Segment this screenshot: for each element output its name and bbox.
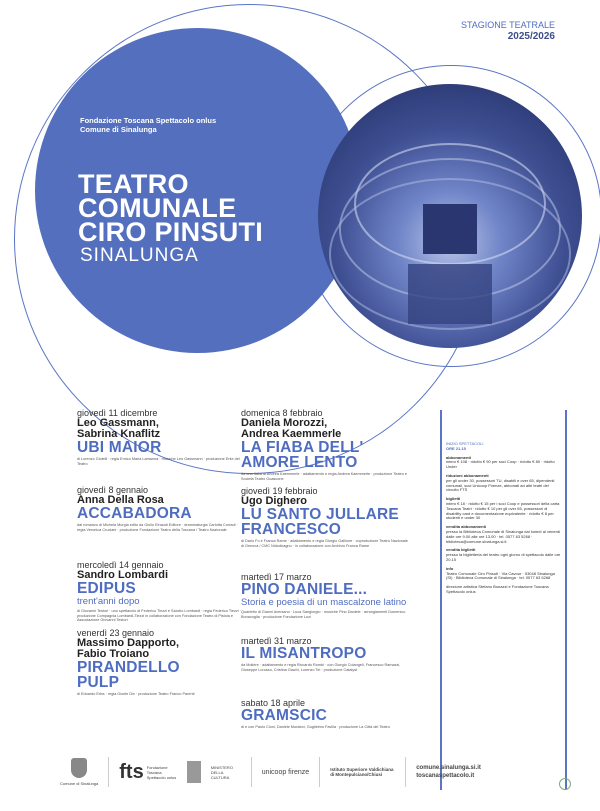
event-listing — [77, 560, 247, 623]
title-line: COMUNALE — [78, 193, 237, 223]
event-date: martedì 17 marzo — [241, 572, 312, 582]
event-performer: Fabio Troiano — [77, 648, 150, 660]
info-text: presso la Biblioteca Comunale di Sinalunga dal lunedì al venerdì dalle ore 9.00 alle ore 13.00 · tel. 0577 63 5268 · biblioteca@comune.sinalunga.si.it — [446, 528, 561, 544]
season-label — [461, 20, 555, 42]
event-listing — [241, 698, 411, 730]
event-credits: da una fiaba di Andrea Kaemmerle · adattamento e regia Andrea Kaemmerle · produzione Teatro e Società Teatro Guascone — [241, 472, 408, 481]
info-text: per gli under 30, possessori TU, disabili e over 65, dipendenti comunali, soci Unicoop Firenze, abbonati ad altri teatri del circuito FTS — [446, 477, 555, 493]
title-line: TEATRO — [78, 169, 189, 199]
event-date: giovedì 8 gennaio — [77, 485, 149, 495]
start-label: INIZIO SPETTACOLI — [446, 441, 484, 446]
event-listing — [77, 408, 247, 466]
event-listing — [241, 636, 411, 672]
school-logo: Istituto Superiore Valdichiana di Montepulciano/Chiusi — [330, 767, 394, 777]
event-listing — [241, 408, 411, 481]
unicoop-logo: unicoop firenze — [261, 768, 310, 776]
event-credits: di Lorenzo Gioielli · regia Enrico Maria Lamanna · musiche Leo Gassmann · produzione Ente del Teatro — [77, 457, 240, 466]
info-section — [446, 548, 561, 562]
city-name: SINALUNGA — [80, 245, 199, 266]
divider-line — [440, 410, 442, 790]
municipality-logo — [60, 758, 98, 786]
event-title: UBI MAIOR — [77, 439, 162, 456]
event-listing — [241, 572, 411, 619]
event-date: mercoledì 14 gennaio — [77, 560, 164, 570]
event-credits: Quartetto di Gianni Aversano · Luca Sangiorgio · musiche Pino Daniele · arrangiamenti Domenico Bonavoglia · produzione Fondazione Luzi — [241, 610, 406, 619]
separator — [319, 757, 320, 787]
badge-icon — [559, 778, 571, 790]
website-links — [416, 764, 481, 780]
info-heading: abbonamenti — [446, 454, 471, 460]
crest-icon — [71, 758, 87, 778]
event-listing — [77, 628, 247, 697]
event-credits: di Giovanni Testori · uno spettacolo di Federico Tiezzi e Sandro Lombardi · regia Federico Tiezzi · produzione Compagnia Lombardi-Tiezzi in collaborazione con Fondazione Teatro di Pistoia e Associazione Giovanni Testori — [77, 609, 241, 622]
event-title: EDIPUS — [77, 580, 136, 597]
info-text: Teatro Comunale Ciro Pinsuti · Via Cavour · 53048 Sinalunga (SI) · Biblioteca Comunale di Sinalunga · tel. 0577 63 5268 — [446, 570, 555, 581]
event-performer: Andrea Kaemmerle — [241, 428, 342, 440]
event-title: LU SANTO JULLARE — [241, 506, 399, 523]
season-text: STAGIONE TEATRALE — [460, 20, 555, 30]
title-line: CIRO PINSUTI — [78, 217, 264, 247]
event-title: LA FIABA DELL' — [241, 439, 364, 456]
region-logo — [187, 761, 201, 783]
info-text: presso la biglietteria del teatro ogni giorno di spettacolo dalle ore 20.15 — [446, 552, 561, 562]
info-heading: biglietti — [446, 496, 461, 502]
info-heading: vendita biglietti — [446, 547, 476, 553]
info-text: direzione artistica Stefano Bonazzi e Fondazione Toscana Spettacolo onlus — [446, 584, 549, 594]
separator — [251, 757, 252, 787]
event-listing — [77, 485, 247, 532]
info-section — [446, 585, 561, 595]
info-heading: info — [446, 565, 454, 571]
event-date: giovedì 19 febbraio — [241, 486, 318, 496]
organizers — [80, 116, 216, 134]
season-years: 2025/2026 — [507, 31, 555, 42]
event-credits: da Molière · adattamento e regia Riccardo Rombi · con Giorgio Colangeli, Francesco Ramazzi, Giuseppe Lorusso, Cristina Giachi, Lorenzo Tei · produzione Catalyst — [241, 663, 401, 672]
event-date: giovedì 11 dicembre — [77, 408, 158, 418]
link-comune[interactable]: comune.sinalunga.si.it — [416, 765, 481, 771]
info-section — [446, 525, 561, 544]
info-panel — [446, 442, 561, 595]
sponsor-footer — [60, 752, 490, 792]
divider-line — [565, 410, 567, 790]
info-section — [446, 497, 561, 521]
event-subtitle: trent'anni dopo — [77, 596, 140, 607]
info-heading: riduzioni abbonamenti — [446, 472, 489, 478]
event-date: venerdì 23 gennaio — [77, 628, 155, 638]
event-title: IL MISANTROPO — [241, 645, 367, 662]
ministry-name: MINISTERO DELLA CULTURA — [210, 764, 233, 780]
event-credits: di e con Paolo Cioni, Daniele Muratori, Guglielmo Favilla · produzione La Città del Teatro — [241, 725, 390, 729]
separator — [405, 757, 406, 787]
event-title: ACCABADORA — [77, 505, 192, 522]
event-performer: Sabrina Knaflitz — [77, 428, 161, 440]
fts-mark: fts — [119, 760, 144, 783]
event-title: GRAMSCIC — [241, 707, 327, 724]
info-section — [446, 456, 561, 470]
event-title: PINO DANIELE... — [241, 581, 368, 598]
event-performer: Sandro Lombardi — [77, 569, 169, 581]
theatre-interior-photo — [318, 84, 582, 348]
organizer: Comune di Sinalunga — [80, 125, 157, 134]
info-heading: vendita abbonamenti — [446, 524, 487, 530]
info-text: intero € 108 · ridotto € 90 per soci Coop · ridotto € 80 · ridotto Under — [446, 459, 555, 470]
event-title: PULP — [77, 674, 120, 691]
info-section — [446, 567, 561, 581]
start-time: ORE 21.15 — [446, 445, 466, 451]
event-performer: Massimo Dapporto, — [77, 637, 180, 649]
event-subtitle: Storia e poesia di un mascalzone latino — [241, 597, 407, 608]
fts-name: Fondazione Toscana Spettacolo onlus — [146, 764, 177, 780]
fts-logo — [119, 761, 176, 784]
event-title: FRANCESCO — [241, 521, 341, 538]
event-credits: di Dario Fo e Franca Rame · adattamento e regia Giorgio Gallione · coproduzione Teatro Nazionale di Genova / CMC Nidodiragno · in collaborazione con Archivio Franca Rame — [241, 539, 408, 548]
event-performer: Daniela Morozzi, — [241, 417, 328, 429]
event-credits: dal romanzo di Michela Murgia edito da Giulio Einaudi Editore · drammaturgia Carlotta Corradi · regia Veronica Cruciani · produzione Fondazione Teatro della Toscana / Teatro Nazionale — [77, 523, 238, 532]
info-text: intero € 18 · ridotto € 15 per i soci Coop e possessori della carta Toscana Teatri · ridotto € 10 per gli over 65, possessori di disability card e documentazione equivalente · ridotto € 8 per studenti e under 30 — [446, 500, 560, 521]
separator — [108, 757, 109, 787]
event-date: martedì 31 marzo — [241, 636, 312, 646]
event-credits: di Edoardo Erba · regia Gioele Dix · produzione Teatro Franco Parenti — [77, 692, 195, 696]
event-listing — [241, 486, 411, 548]
organizer: Fondazione Toscana Spettacolo onlus — [80, 116, 217, 125]
event-title: PIRANDELLO — [77, 659, 180, 676]
event-date: domenica 8 febbraio — [241, 408, 323, 418]
event-performer: Ugo Dighero — [241, 495, 307, 507]
event-performer: Leo Gassmann, — [77, 417, 159, 429]
ministry-logo — [211, 765, 241, 780]
link-fts[interactable]: toscanaspettacolo.it — [416, 773, 475, 779]
info-section — [446, 474, 561, 493]
municipality-name: Comune di Sinalunga — [60, 781, 99, 786]
event-performer: Anna Della Rosa — [77, 494, 164, 506]
event-title: AMORE LENTO — [241, 454, 358, 471]
venue-title — [78, 169, 264, 247]
event-date: sabato 18 aprile — [241, 698, 306, 708]
